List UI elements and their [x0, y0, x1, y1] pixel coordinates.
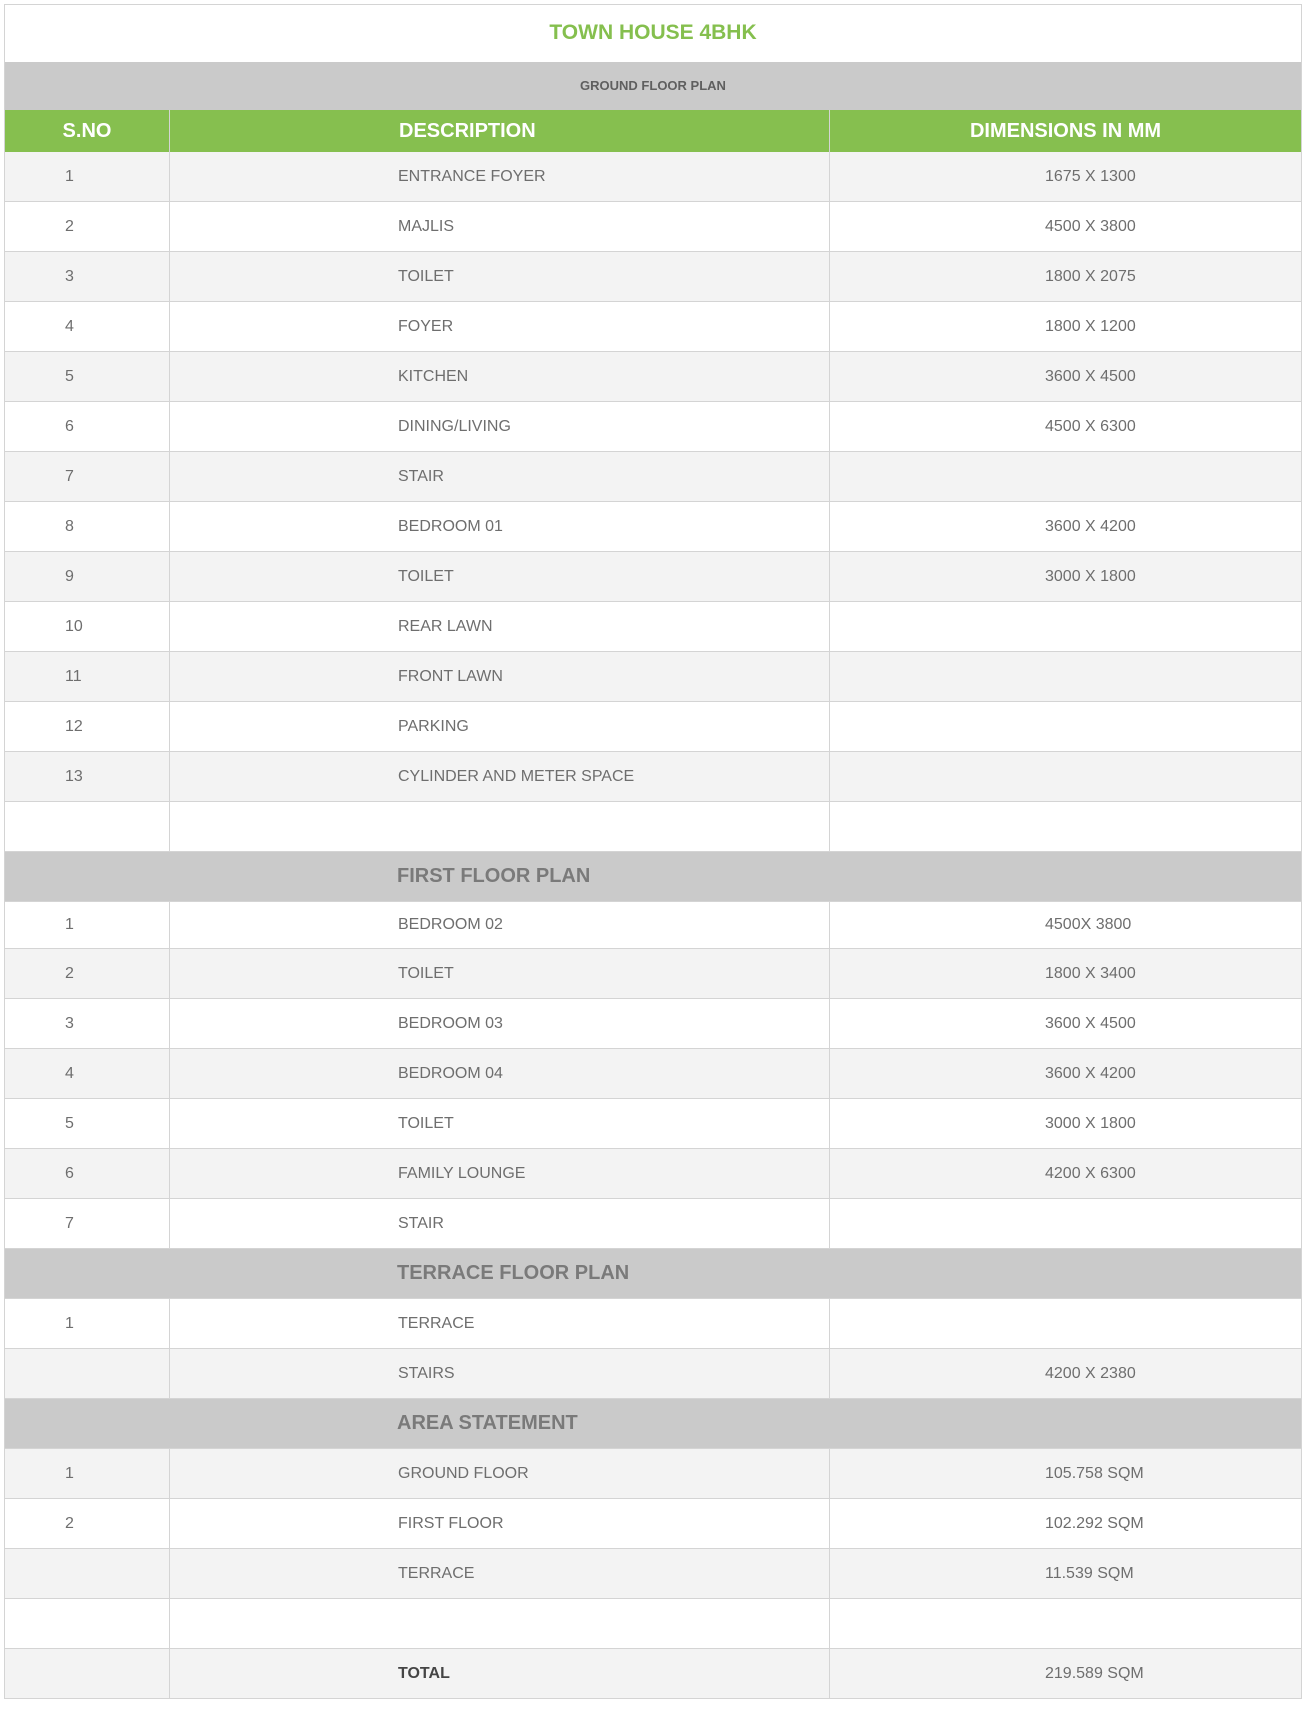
table-row	[5, 1299, 1301, 1349]
row-dimensions: 4500 X 3800	[1045, 217, 1136, 235]
row-description: TERRACE	[170, 1549, 830, 1598]
row-dimensions	[830, 802, 1301, 851]
row-sno: 1	[5, 1449, 170, 1498]
row-sno: 3	[5, 252, 170, 301]
column-header-row	[5, 110, 1301, 152]
table-row	[5, 1549, 1301, 1599]
row-dimensions	[830, 452, 1301, 501]
row-sno: 5	[5, 1099, 170, 1148]
row-sno	[5, 1349, 170, 1398]
row-dimensions: 11.539 SQM	[1045, 1564, 1134, 1582]
row-description: PARKING	[170, 702, 830, 751]
table-row	[5, 302, 1301, 352]
table-row	[5, 152, 1301, 202]
row-description: STAIR	[170, 1199, 830, 1248]
row-description: DINING/LIVING	[170, 402, 830, 451]
row-sno: 4	[5, 1049, 170, 1098]
total-row	[5, 1649, 1301, 1699]
terrace-floor-heading	[5, 1249, 1301, 1299]
total-label: TOTAL	[170, 1649, 830, 1698]
row-description: FRONT LAWN	[170, 652, 830, 701]
table-row	[5, 1199, 1301, 1249]
row-dimensions	[830, 602, 1301, 651]
table-row	[5, 1349, 1301, 1399]
row-dimensions	[830, 1599, 1301, 1648]
table-row	[5, 1449, 1301, 1499]
row-dimensions: 3600 X 4200	[1045, 1064, 1136, 1082]
row-description: KITCHEN	[170, 352, 830, 401]
table-row	[5, 1099, 1301, 1149]
row-description: CYLINDER AND METER SPACE	[170, 752, 830, 801]
row-sno	[5, 802, 170, 851]
table-row	[5, 1599, 1301, 1649]
row-sno: 1	[5, 902, 170, 948]
row-sno: 11	[5, 652, 170, 701]
ground-floor-heading: GROUND FLOOR PLAN	[5, 62, 1301, 110]
page-title: TOWN HOUSE 4BHK	[5, 4, 1301, 62]
row-sno: 10	[5, 602, 170, 651]
total-value: 219.589 SQM	[1045, 1664, 1144, 1682]
row-sno	[5, 1549, 170, 1598]
header-description: DESCRIPTION	[170, 110, 830, 152]
section-title: TERRACE FLOOR PLAN	[397, 1262, 630, 1284]
row-dimensions: 1675 X 1300	[1045, 167, 1136, 185]
row-dimensions	[830, 1199, 1301, 1248]
row-dimensions: 3000 X 1800	[1045, 567, 1136, 585]
row-sno: 1	[5, 152, 170, 201]
row-dimensions: 4200 X 6300	[1045, 1164, 1136, 1182]
table-row	[5, 502, 1301, 552]
row-description: TERRACE	[170, 1299, 830, 1348]
table-row	[5, 1499, 1301, 1549]
row-sno: 2	[5, 949, 170, 998]
row-dimensions: 1800 X 1200	[1045, 317, 1136, 335]
row-sno	[5, 1649, 170, 1698]
row-dimensions: 3600 X 4500	[1045, 367, 1136, 385]
row-dimensions: 1800 X 2075	[1045, 267, 1136, 285]
row-description	[170, 802, 830, 851]
first-floor-heading	[5, 852, 1301, 902]
table-row	[5, 402, 1301, 452]
row-description: FAMILY LOUNGE	[170, 1149, 830, 1198]
row-description: TOILET	[170, 1099, 830, 1148]
table-row	[5, 999, 1301, 1049]
table-row	[5, 752, 1301, 802]
row-description: BEDROOM 02	[170, 902, 830, 948]
row-dimensions	[830, 752, 1301, 801]
row-sno: 6	[5, 402, 170, 451]
row-dimensions: 4500 X 6300	[1045, 417, 1136, 435]
table-row	[5, 602, 1301, 652]
table-row	[5, 352, 1301, 402]
row-description: TOILET	[170, 949, 830, 998]
table-row	[5, 702, 1301, 752]
table-row	[5, 252, 1301, 302]
table-row	[5, 552, 1301, 602]
row-dimensions	[830, 652, 1301, 701]
row-dimensions: 105.758 SQM	[1045, 1464, 1144, 1482]
row-description: STAIR	[170, 452, 830, 501]
floor-plan-table	[4, 4, 1302, 1699]
row-sno: 6	[5, 1149, 170, 1198]
table-row	[5, 1049, 1301, 1099]
section-title: AREA STATEMENT	[397, 1412, 578, 1434]
row-description: TOILET	[170, 552, 830, 601]
row-dimensions: 1800 X 3400	[1045, 964, 1136, 982]
row-description	[170, 1599, 830, 1648]
table-row	[5, 802, 1301, 852]
row-dimensions: 102.292 SQM	[1045, 1514, 1144, 1532]
row-description: FOYER	[170, 302, 830, 351]
header-dimensions: DIMENSIONS IN MM	[969, 119, 1162, 142]
row-description: ENTRANCE FOYER	[170, 152, 830, 201]
row-description: MAJLIS	[170, 202, 830, 251]
row-description: TOILET	[170, 252, 830, 301]
row-sno: 13	[5, 752, 170, 801]
table-row	[5, 1149, 1301, 1199]
row-dimensions	[830, 1299, 1301, 1348]
row-sno: 2	[5, 1499, 170, 1548]
row-dimensions: 3600 X 4500	[1045, 1014, 1136, 1032]
row-dimensions	[830, 702, 1301, 751]
row-description: STAIRS	[170, 1349, 830, 1398]
row-sno: 12	[5, 702, 170, 751]
row-sno: 3	[5, 999, 170, 1048]
row-dimensions: 4500X 3800	[1045, 916, 1132, 933]
row-sno: 1	[5, 1299, 170, 1348]
header-sno: S.NO	[5, 110, 170, 152]
row-description: BEDROOM 01	[170, 502, 830, 551]
row-description: BEDROOM 03	[170, 999, 830, 1048]
row-description: GROUND FLOOR	[170, 1449, 830, 1498]
section-title: FIRST FLOOR PLAN	[397, 865, 591, 887]
row-description: BEDROOM 04	[170, 1049, 830, 1098]
row-sno: 9	[5, 552, 170, 601]
row-dimensions: 3600 X 4200	[1045, 517, 1136, 535]
row-sno: 7	[5, 1199, 170, 1248]
table-row	[5, 202, 1301, 252]
table-row	[5, 652, 1301, 702]
row-sno: 7	[5, 452, 170, 501]
row-description: REAR LAWN	[170, 602, 830, 651]
row-dimensions: 4200 X 2380	[1045, 1364, 1136, 1382]
table-row	[5, 452, 1301, 502]
row-sno: 8	[5, 502, 170, 551]
row-sno: 4	[5, 302, 170, 351]
table-row	[5, 949, 1301, 999]
row-sno: 5	[5, 352, 170, 401]
row-sno: 2	[5, 202, 170, 251]
row-dimensions: 3000 X 1800	[1045, 1114, 1136, 1132]
row-sno	[5, 1599, 170, 1648]
row-description: FIRST FLOOR	[170, 1499, 830, 1548]
area-statement-heading	[5, 1399, 1301, 1449]
table-row	[5, 902, 1301, 949]
